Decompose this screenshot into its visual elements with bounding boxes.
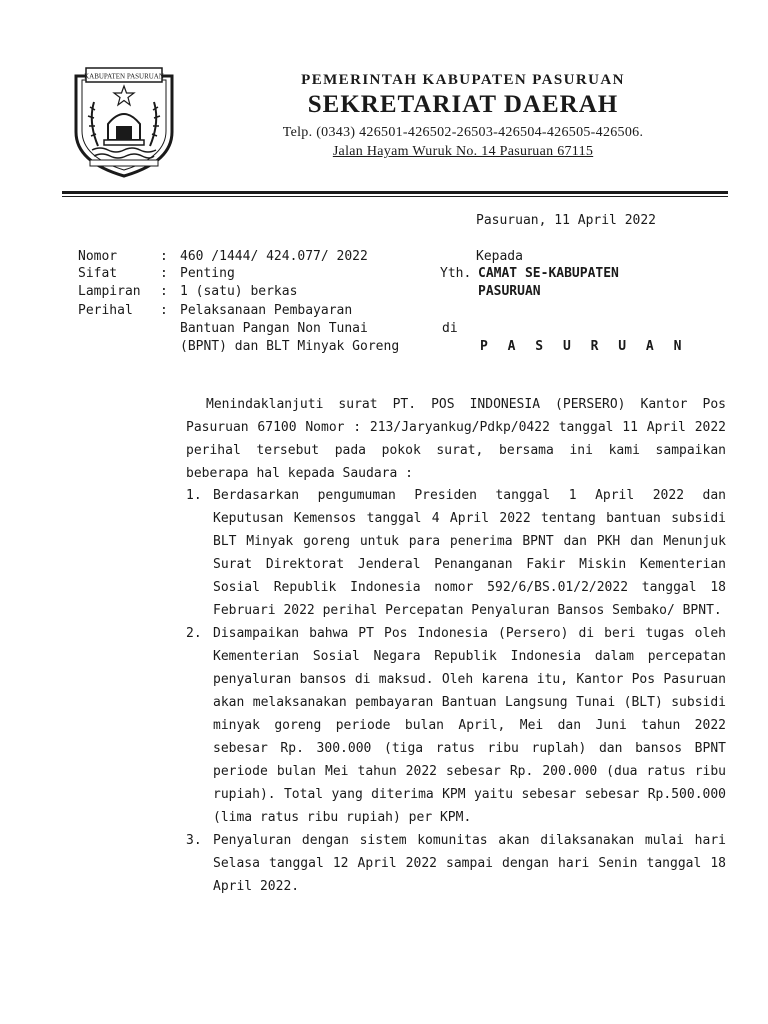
list-item-number: 1.: [186, 488, 202, 503]
sifat-label: Sifat: [78, 266, 118, 281]
letterhead-divider-thin: [62, 196, 728, 197]
sifat-value: Penting: [180, 266, 235, 281]
list-item-number: 3.: [186, 833, 202, 848]
letterhead: [190, 70, 736, 160]
recipient-name-line-2: PASURUAN: [478, 284, 541, 299]
letterhead-divider-thick: [62, 191, 728, 194]
perihal-colon: :: [160, 303, 168, 318]
di-label: di: [442, 321, 458, 336]
organization-name: PEMERINTAH KABUPATEN PASURUAN: [301, 72, 625, 88]
sifat-colon: :: [160, 266, 168, 281]
points-list: [186, 484, 726, 898]
intro-paragraph: Menindaklanjuti surat PT. POS INDONESIA (PERSERO) Kantor Pos Pasuruan 67100 Nomor : 213/Jaryankug/Pdkp/0422 tanggal 11 April 2022 perihal tersebut pada pokok surat, bersama ini kami sampaikan beberapa hal kepada Saudara :: [186, 397, 726, 481]
nomor-value: 460 /1444/ 424.077/ 2022: [180, 249, 368, 264]
list-item-text: Disampaikan bahwa PT Pos Indonesia (Persero) di beri tugas oleh Kementerian Sosial Negara Republik Indonesia dalam percepatan penyaluran bansos di maksud. Oleh karena itu, Kantor Pos Pasuruan akan melaksanakan pembayaran Bantuan Langsung Tunai (BLT) subsidi minyak goreng periode bulan April, Mei dan Juni tahun 2022 sebesar Rp. 300.000 (tiga ratus ribu ruplah) dan bansos BPNT periode bulan Mei tahun 2022 sebesar Rp. 200.000 (dua ratus ribu rupiah). Total yang diterima KPM yaitu sebesar sebesar Rp.500.000 (lima ratus ribu rupiah) per KPM.: [213, 626, 726, 825]
regency-emblem-logo: [68, 62, 180, 180]
recipient-name-line-1: CAMAT SE-KABUPATEN: [478, 266, 619, 281]
list-item: [186, 622, 726, 829]
list-item-text: Penyaluran dengan sistem komunitas akan dilaksanakan mulai hari Selasa tanggal 12 April 2022 sampai dengan hari Senin tanggal 18 April 2022.: [213, 833, 726, 894]
list-item: [186, 829, 726, 898]
perihal-label: Perihal: [78, 303, 133, 318]
lampiran-label: Lampiran: [78, 284, 141, 299]
perihal-line-2: Bantuan Pangan Non Tunai: [180, 321, 368, 336]
list-item-text: Berdasarkan pengumuman Presiden tanggal 1 April 2022 dan Keputusan Kemensos tanggal 4 April 2022 tentang bantuan subsidi BLT Minyak goreng untuk para penerima BPNT dan PKH dan Menunjuk Surat Direktorat Jenderal Penanganan Fakir Miskin Kementerian Sosial Republik Indonesia nomor 592/6/BS.01/2/2022 tanggal 18 Februari 2022 perihal Percepatan Penyaluran Bansos Sembako/ BPNT.: [213, 488, 726, 618]
lampiran-value: 1 (satu) berkas: [180, 284, 298, 299]
kepada-label: Kepada: [476, 249, 523, 264]
letter-date: Pasuruan, 11 April 2022: [476, 213, 657, 228]
phone-numbers: Telp. (0343) 426501-426502-26503-426504-426505-426506.: [282, 125, 644, 140]
perihal-line-1: Pelaksanaan Pembayaran: [180, 303, 353, 318]
lampiran-colon: :: [160, 284, 168, 299]
nomor-colon: :: [160, 249, 168, 264]
recipient-place: P A S U R U A N: [480, 339, 688, 354]
nomor-label: Nomor: [78, 249, 118, 264]
list-item: [186, 484, 726, 622]
yth-label: Yth.: [440, 266, 472, 281]
list-item-number: 2.: [186, 626, 202, 641]
perihal-line-3: (BPNT) dan BLT Minyak Goreng: [180, 339, 400, 354]
logo-caption: KABUPATEN PASURUAN: [84, 72, 164, 81]
office-address: Jalan Hayam Wuruk No. 14 Pasuruan 67115: [332, 144, 594, 159]
unit-name: SEKRETARIAT DAERAH: [307, 91, 619, 118]
